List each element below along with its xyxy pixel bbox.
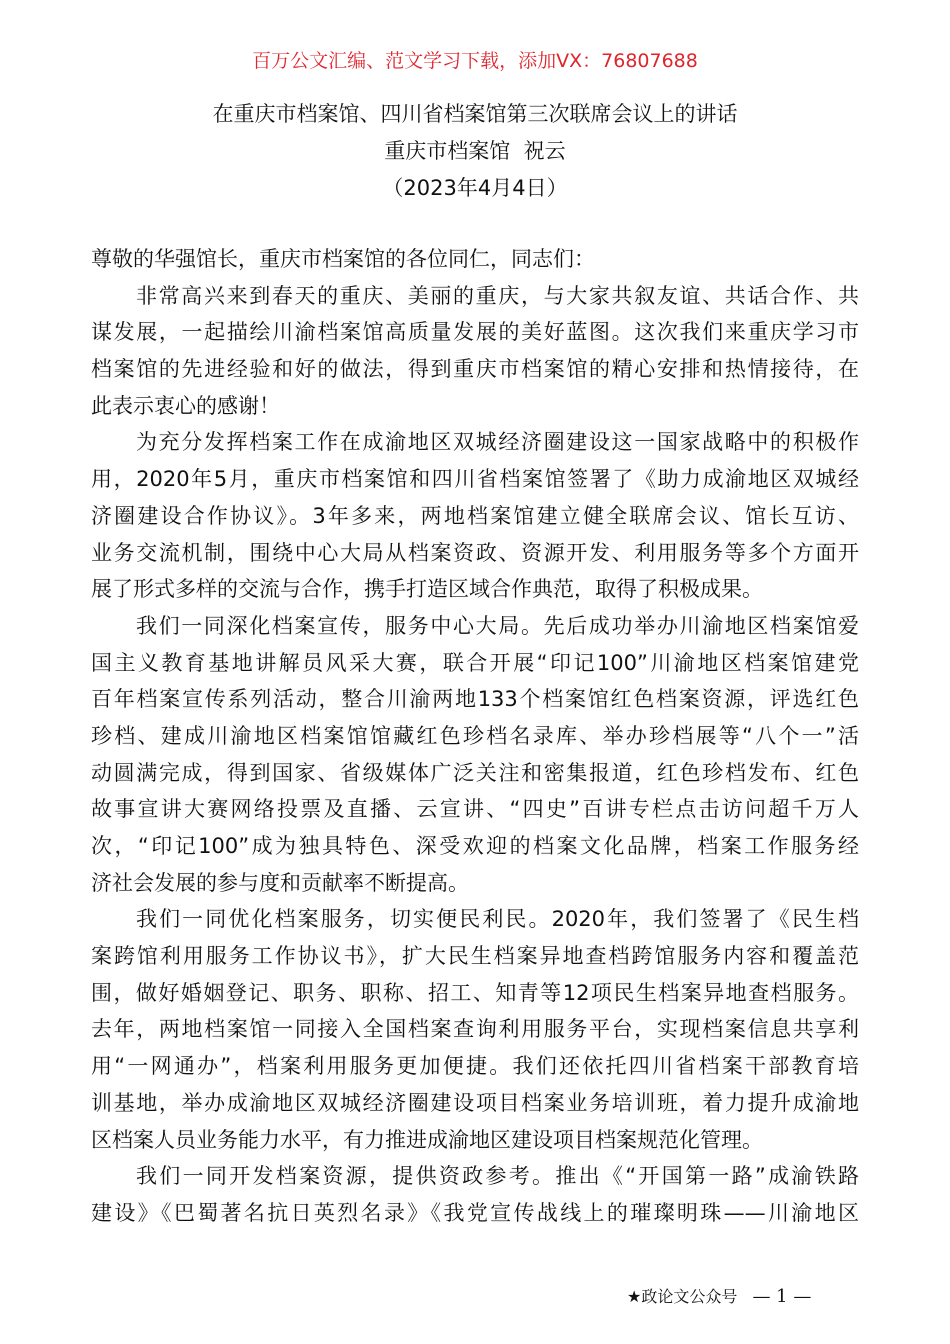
paragraph-line: 去年，两地档案馆一同接入全国档案查询利用服务平台，实现档案信息共享利 xyxy=(91,1017,859,1042)
paragraph-line: 珍档、建成川渝地区档案馆馆藏红色珍档名录库、举办珍档展等“八个一”活 xyxy=(91,723,859,748)
paragraph-line: 我们一同开发档案资源，提供资政参考。推出《“开国第一路”成渝铁路 xyxy=(136,1164,859,1189)
paragraph-line: 次，“印记100”成为独具特色、深受欢迎的档案文化品牌，档案工作服务经 xyxy=(91,834,859,858)
paragraph xyxy=(91,1158,859,1231)
page-number: — 1 — xyxy=(752,1286,812,1307)
footer-source: ★政论文公众号 xyxy=(627,1287,738,1306)
document-author: 重庆市档案馆 祝云 xyxy=(384,139,566,163)
paragraph-line: 故事宣讲大赛网络投票及直播、云宣讲、“四史”百讲专栏点击访问超千万人 xyxy=(91,797,859,822)
paragraph-line: 动圆满完成，得到国家、省级媒体广泛关注和密集报道，红色珍档发布、红色 xyxy=(91,760,859,785)
paragraph-line: 非常高兴来到春天的重庆、美丽的重庆，与大家共叙友谊、共话合作、共 xyxy=(136,283,859,308)
paragraph-line: 济圈建设合作协议》。3年多来，两地档案馆建立健全联席会议、馆长互访、 xyxy=(91,503,859,528)
paragraph-line: 案跨馆利用服务工作协议书》，扩大民生档案异地查档跨馆服务内容和覆盖范 xyxy=(91,944,859,969)
document-body xyxy=(91,241,859,1232)
watermark-banner: 百万公文汇编、范文学习下载，添加VX：76807688 xyxy=(252,50,698,72)
paragraph xyxy=(91,901,859,1158)
paragraph xyxy=(91,278,859,425)
paragraph-line: 我们一同深化档案宣传，服务中心大局。先后成功举办川渝地区档案馆爱 xyxy=(136,613,859,638)
paragraph-line: 我们一同优化档案服务，切实便民利民。2020年，我们签署了《民生档 xyxy=(136,907,859,932)
paragraph-line: 训基地，举办成渝地区双城经济圈建设项目档案业务培训班，着力提升成渝地 xyxy=(91,1090,859,1115)
paragraph-line: 百年档案宣传系列活动，整合川渝两地133个档案馆红色档案资源，评选红色 xyxy=(91,687,859,712)
paragraph-line: 济社会发展的参与度和贡献率不断提高。 xyxy=(91,870,469,895)
paragraph-line: 用“一网通办”，档案利用服务更加便捷。我们还依托四川省档案干部教育培 xyxy=(91,1054,859,1079)
page-footer xyxy=(627,1284,811,1307)
document-date: （2023年4月4日） xyxy=(382,176,568,200)
paragraph-line: 此表示衷心的感谢！ xyxy=(91,393,280,418)
paragraph-line: 建设》《巴蜀著名抗日英烈名录》《我党宣传战线上的璀璨明珠——川渝地区 xyxy=(91,1200,859,1225)
document-title: 在重庆市档案馆、四川省档案馆第三次联席会议上的讲话 xyxy=(212,102,738,126)
paragraph-line: 谋发展，一起描绘川渝档案馆高质量发展的美好蓝图。这次我们来重庆学习市 xyxy=(91,320,859,345)
paragraph-line: 区档案人员业务能力水平，有力推进成渝地区建设项目档案规范化管理。 xyxy=(91,1127,763,1152)
paragraph-line: 展了形式多样的交流与合作，携手打造区域合作典范，取得了积极成果。 xyxy=(91,577,763,602)
paragraph-line: 为充分发挥档案工作在成渝地区双城经济圈建设这一国家战略中的积极作 xyxy=(136,430,859,455)
paragraph-line: 用，2020年5月，重庆市档案馆和四川省档案馆签署了《助力成渝地区双城经 xyxy=(91,467,859,492)
paragraph xyxy=(91,608,859,902)
salutation: 尊敬的华强馆长，重庆市档案馆的各位同仁，同志们： xyxy=(91,247,595,271)
paragraph-line: 业务交流机制，围绕中心大局从档案资政、资源开发、利用服务等多个方面开 xyxy=(91,540,859,565)
paragraph-line: 围，做好婚姻登记、职务、职称、招工、知青等12项民生档案异地查档服务。 xyxy=(91,980,859,1005)
paragraph-line: 档案馆的先进经验和好的做法，得到重庆市档案馆的精心安排和热情接待，在 xyxy=(91,357,859,382)
paragraph-line: 国主义教育基地讲解员风采大赛，联合开展“印记100”川渝地区档案馆建党 xyxy=(91,650,859,675)
paragraph xyxy=(91,424,859,607)
